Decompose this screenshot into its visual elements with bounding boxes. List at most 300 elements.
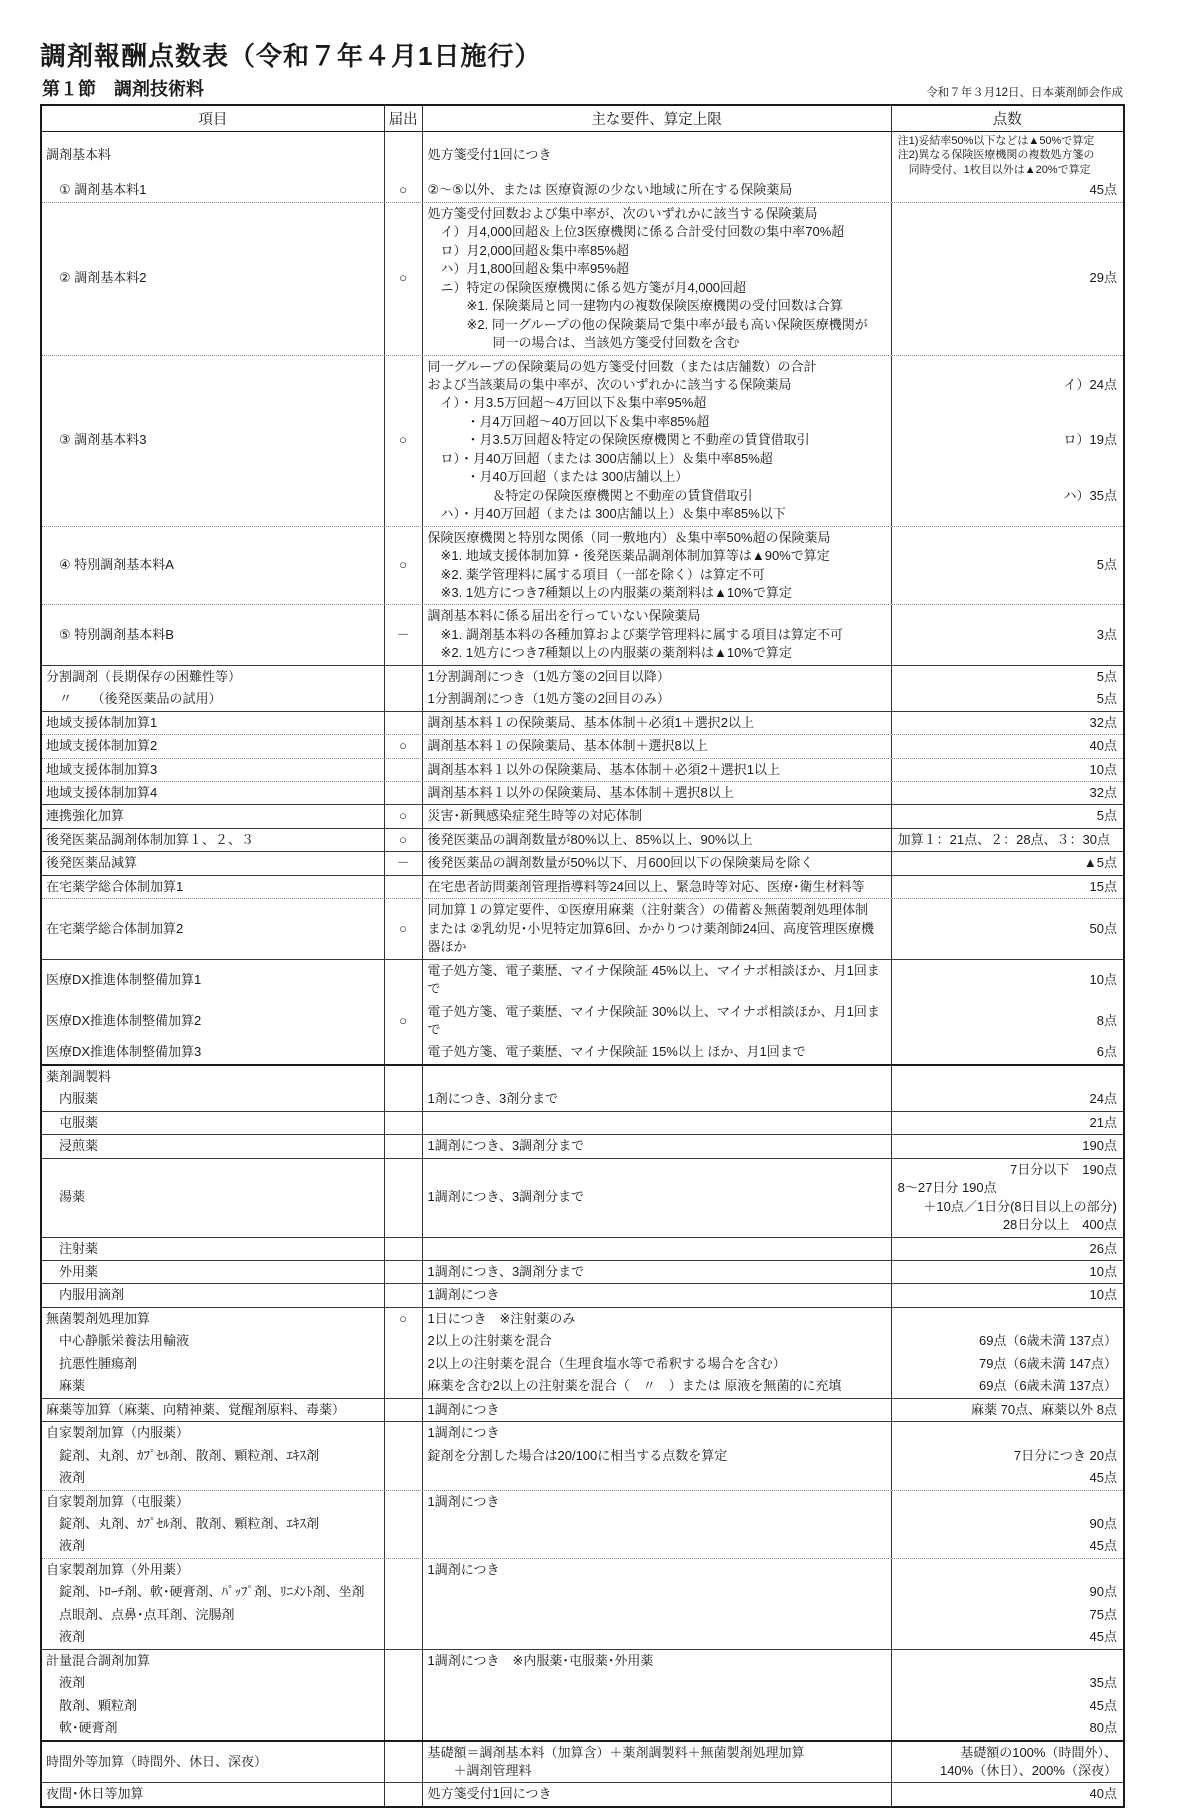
item-label: 注射薬 <box>46 1240 99 1256</box>
fee-row <box>42 898 1123 958</box>
requirement-text: 調剤基本料１の保険薬局、基本体制＋必須1＋選択2以上 <box>427 714 754 730</box>
item-cell <box>42 1422 385 1444</box>
requirements-cell <box>423 782 892 804</box>
fee-row <box>42 1535 1123 1557</box>
points-cell <box>892 1066 1123 1088</box>
requirements-cell <box>423 1308 892 1330</box>
points-cell <box>892 876 1123 898</box>
fee-row <box>42 1237 1123 1260</box>
requirements-cell <box>423 759 892 781</box>
fee-row <box>42 758 1123 781</box>
points-value: 45点 <box>1089 1470 1117 1486</box>
requirements-cell <box>423 356 892 526</box>
requirement-text: または ②乳幼児･小児特定加算6回、かかりつけ薬剤師24回、高度管理医療機器ほか <box>427 920 874 955</box>
notification-cell <box>385 829 423 851</box>
points-value: 45点 <box>1089 182 1117 198</box>
notification-cell <box>385 179 423 201</box>
requirement-text: ・月3.5万回超＆特定の保険医療機関と不動産の賃貸借取引 <box>427 432 810 448</box>
item-cell <box>42 1399 385 1421</box>
item-cell <box>42 203 385 355</box>
item-label: 内服用滴剤 <box>46 1287 125 1303</box>
points-value: 80点 <box>1089 1720 1117 1736</box>
notification-cell <box>385 1513 423 1535</box>
column-header-item: 項目 <box>42 106 385 131</box>
item-label: 無菌製剤処理加算 <box>46 1310 151 1326</box>
requirement-text: 麻薬を含む2以上の注射薬を混合（ 〃 ）または 原液を無菌的に充填 <box>427 1378 842 1394</box>
item-label: 液剤 <box>46 1470 86 1486</box>
requirements-cell <box>423 1513 892 1535</box>
requirements-cell <box>423 1467 892 1489</box>
requirement-text: ＋調剤管理料 <box>427 1762 532 1778</box>
notification-cell <box>385 1491 423 1513</box>
points-cell <box>892 1284 1123 1306</box>
requirement-text: ・月40万回超（または 300店舗以上） <box>427 469 689 485</box>
points-value: 140%（休日）、200%（深夜） <box>939 1762 1117 1778</box>
fee-row <box>42 1467 1123 1489</box>
points-value: 3点 <box>1096 626 1117 642</box>
points-cell <box>892 1535 1123 1557</box>
requirements-cell <box>423 1238 892 1260</box>
notification-mark: ○ <box>399 557 408 573</box>
item-cell <box>42 1088 385 1110</box>
points-cell <box>892 605 1123 664</box>
item-cell <box>42 1742 385 1783</box>
item-cell <box>42 712 385 734</box>
points-value: 5点 <box>1096 808 1117 824</box>
item-cell <box>42 1041 385 1063</box>
item-cell <box>42 1066 385 1088</box>
notification-cell <box>385 1353 423 1375</box>
fee-row <box>42 1158 1123 1237</box>
points-cell <box>892 829 1123 851</box>
fee-row <box>42 604 1123 664</box>
points-cell <box>892 1672 1123 1694</box>
item-cell <box>42 356 385 526</box>
item-cell <box>42 1491 385 1513</box>
fee-row <box>42 1649 1123 1672</box>
item-cell <box>42 782 385 804</box>
fee-row <box>42 875 1123 898</box>
requirements-cell <box>423 805 892 827</box>
fee-row <box>42 1695 1123 1717</box>
points-value: 45点 <box>1089 1697 1117 1713</box>
points-cell <box>892 782 1123 804</box>
points-cell <box>892 1783 1123 1805</box>
requirement-text: 電子処方箋、電子薬歴、マイナ保険証 30%以上、マイナポ相談ほか、月1回まで <box>427 1003 880 1038</box>
requirement-text: ※1. 保険薬局と同一建物内の複数保険医療機関の受付回数は合算 <box>427 298 843 314</box>
requirements-cell <box>423 1445 892 1467</box>
notification-cell <box>385 1238 423 1260</box>
fee-row <box>42 1375 1123 1397</box>
requirements-cell <box>423 1650 892 1672</box>
points-cell <box>892 1001 1123 1042</box>
item-cell <box>42 1783 385 1805</box>
item-cell <box>42 1261 385 1283</box>
fee-row <box>42 1353 1123 1375</box>
item-cell <box>42 1375 385 1397</box>
item-label: 連携強化加算 <box>46 808 125 824</box>
item-cell <box>42 1135 385 1157</box>
fee-row <box>42 1398 1123 1421</box>
points-cell <box>892 1375 1123 1397</box>
fee-row <box>42 1490 1123 1513</box>
requirement-text: ②～⑤以外、または 医療資源の少ない地域に所在する保険薬局 <box>427 182 793 198</box>
notification-cell <box>385 1604 423 1626</box>
fee-table <box>40 104 1125 1808</box>
notification-cell <box>385 1001 423 1042</box>
notification-cell <box>385 203 423 355</box>
fee-row <box>42 1307 1123 1330</box>
notification-mark: ○ <box>399 1310 408 1326</box>
item-label: 医療DX推進体制整備加算1 <box>46 971 202 987</box>
item-label: 屯服薬 <box>46 1114 99 1130</box>
requirement-text: 基礎額＝調剤基本料（加算含）＋薬剤調製料＋無菌製剤処理加算 <box>427 1744 805 1760</box>
points-value: 90点 <box>1089 1515 1117 1531</box>
notification-cell <box>385 1445 423 1467</box>
fee-row <box>42 1672 1123 1694</box>
points-value: 40点 <box>1089 1786 1117 1802</box>
item-label: 在宅薬学総合体制加算2 <box>46 920 184 936</box>
points-value: 21点 <box>1089 1114 1117 1130</box>
points-value: 8～27日分 190点 <box>897 1180 997 1196</box>
points-value: 28日分以上 400点 <box>1002 1217 1117 1233</box>
notification-cell <box>385 1581 423 1603</box>
item-cell <box>42 759 385 781</box>
requirement-text: 2以上の注射薬を混合（生理食塩水等で希釈する場合を含む） <box>427 1355 786 1371</box>
item-label: 外用薬 <box>46 1264 99 1279</box>
notification-cell <box>385 1088 423 1110</box>
notification-cell <box>385 1399 423 1421</box>
requirement-text: ハ）月1,800回超＆集中率95%超 <box>427 261 630 277</box>
notification-cell <box>385 852 423 874</box>
requirement-text: 調剤基本料１の保険薬局、基本体制＋選択8以上 <box>427 738 708 754</box>
notification-cell <box>385 1783 423 1805</box>
item-cell <box>42 1559 385 1581</box>
points-value: 注2)異なる保険医療機関の複数処方箋の <box>897 149 1095 162</box>
notification-cell <box>385 605 423 664</box>
notification-cell <box>385 1261 423 1283</box>
requirement-text: ロ）月2,000回超＆集中率85%超 <box>427 242 630 258</box>
notification-cell <box>385 666 423 688</box>
points-value: 35点 <box>1089 1675 1117 1691</box>
requirements-cell <box>423 527 892 605</box>
requirement-text: 調剤基本料に係る届出を行っていない保険薬局 <box>427 608 701 624</box>
requirement-text: 処方箋受付1回につき <box>427 1786 552 1802</box>
item-cell <box>42 1695 385 1717</box>
item-label: 浸煎薬 <box>46 1138 99 1154</box>
fee-row <box>42 1445 1123 1467</box>
fee-row <box>42 781 1123 804</box>
points-value: 10点 <box>1089 1287 1117 1303</box>
notification-cell <box>385 899 423 958</box>
points-value: 6点 <box>1096 1044 1117 1060</box>
points-value: イ）24点 <box>1063 376 1117 392</box>
requirement-text: 1分割調剤につき（1処方箋の2回目以降） <box>427 668 670 684</box>
notification-cell <box>385 876 423 898</box>
item-label: 調剤基本料 <box>46 147 112 163</box>
points-cell <box>892 805 1123 827</box>
item-label: 軟･硬膏剤 <box>46 1720 118 1736</box>
notification-cell <box>385 759 423 781</box>
item-cell <box>42 527 385 605</box>
points-value: 24点 <box>1089 1091 1117 1107</box>
notification-cell <box>385 1112 423 1134</box>
requirement-text: ※1. 調剤基本料の各種加算および薬学管理料に属する項目は算定不可 <box>427 626 843 642</box>
requirement-text: 同一の場合は、当該処方箋受付回数を含む <box>427 335 740 351</box>
requirement-text: および当該薬局の集中率が、次のいずれかに該当する保険薬局 <box>427 376 792 392</box>
requirements-cell <box>423 605 892 664</box>
item-cell <box>42 1650 385 1672</box>
requirements-cell <box>423 1626 892 1648</box>
points-value: 10点 <box>1089 1264 1117 1279</box>
item-cell <box>42 805 385 827</box>
points-value: 32点 <box>1089 714 1117 730</box>
points-value: 15点 <box>1089 878 1117 894</box>
requirement-text: 1調剤につき ※内服薬･屯服薬･外用薬 <box>427 1652 654 1668</box>
item-label: 内服薬 <box>46 1091 99 1107</box>
points-value: 7日分につき 20点 <box>1013 1447 1117 1463</box>
requirements-cell <box>423 1284 892 1306</box>
item-cell <box>42 1284 385 1306</box>
item-label: 時間外等加算（時間外、休日、深夜） <box>46 1753 268 1769</box>
requirements-cell <box>423 1672 892 1694</box>
requirement-text: 処方箋受付回数および集中率が、次のいずれかに該当する保険薬局 <box>427 205 818 221</box>
notification-mark: ○ <box>399 432 408 448</box>
points-value: ハ）35点 <box>1063 487 1117 503</box>
column-header-notification: 届出 <box>385 106 423 131</box>
points-cell <box>892 1088 1123 1110</box>
requirements-cell <box>423 1001 892 1042</box>
item-label: 錠剤、丸剤、ｶﾌﾟｾﾙ剤、散剤、顆粒剤、ｴｷｽ剤 <box>46 1447 320 1463</box>
notification-cell <box>385 960 423 1001</box>
requirements-cell <box>423 1353 892 1375</box>
points-cell <box>892 1626 1123 1648</box>
requirement-text: イ）月4,000回超＆上位3医療機関に係る合計受付回数の集中率70%超 <box>427 224 845 240</box>
column-header-requirements: 主な要件、算定上限 <box>423 106 892 131</box>
requirements-cell <box>423 688 892 710</box>
item-cell <box>42 1626 385 1648</box>
points-cell <box>892 1112 1123 1134</box>
points-value: 10点 <box>1089 761 1117 777</box>
requirements-cell <box>423 735 892 757</box>
column-header-points: 点数 <box>992 111 1022 128</box>
notification-mark: － <box>396 855 410 871</box>
points-cell <box>892 356 1123 526</box>
fee-row <box>42 1283 1123 1306</box>
points-cell <box>892 1135 1123 1157</box>
notification-cell <box>385 1159 423 1237</box>
notification-cell <box>385 1650 423 1672</box>
notification-mark: ○ <box>399 831 408 847</box>
item-label: 自家製剤加算（屯服薬） <box>46 1493 190 1509</box>
requirement-text: 1調剤につき <box>427 1287 500 1303</box>
points-value: 同時受付、1枚目以外は▲20%で算定 <box>897 163 1091 176</box>
fee-row <box>42 734 1123 757</box>
notification-cell <box>385 1135 423 1157</box>
item-label: 自家製剤加算（外用薬） <box>46 1561 190 1577</box>
requirements-cell <box>423 1559 892 1581</box>
item-label: 計量混合調剤加算 <box>46 1652 151 1668</box>
page-title: 調剤報酬点数表（令和７年４月1日施行） <box>40 41 542 71</box>
requirement-text: 1調剤につき <box>427 1561 500 1577</box>
requirements-cell <box>423 1422 892 1444</box>
notification-cell <box>385 712 423 734</box>
item-cell <box>42 1330 385 1352</box>
points-cell <box>892 688 1123 710</box>
requirement-text: イ）・月3.5万回超～4万回以下＆集中率95%超 <box>427 395 707 411</box>
requirements-cell <box>423 1066 892 1088</box>
requirement-text: 調剤基本料１以外の保険薬局、基本体制＋必須2＋選択1以上 <box>427 761 780 777</box>
notification-cell <box>385 1717 423 1739</box>
item-label: 分割調剤（長期保存の困難性等） <box>46 668 242 684</box>
requirements-cell <box>423 1581 892 1603</box>
requirements-cell <box>423 132 892 180</box>
notification-cell <box>385 1330 423 1352</box>
points-cell <box>892 1330 1123 1352</box>
points-value: 基礎額の100%（時間外）、 <box>960 1744 1117 1760</box>
points-cell <box>892 1581 1123 1603</box>
notification-cell <box>385 527 423 605</box>
fee-row <box>42 711 1123 734</box>
item-label: 夜間･休日等加算 <box>46 1786 144 1802</box>
points-cell <box>892 1308 1123 1330</box>
item-cell <box>42 1445 385 1467</box>
fee-row <box>42 179 1123 201</box>
requirements-cell <box>423 712 892 734</box>
points-cell <box>892 1041 1123 1063</box>
item-label: 後発医薬品減算 <box>46 855 138 871</box>
item-cell <box>42 1308 385 1330</box>
points-value: ロ）19点 <box>1063 432 1117 448</box>
fee-row <box>42 851 1123 874</box>
points-value: 加算１：21点、２：28点、３：30点 <box>897 831 1111 847</box>
fee-row <box>42 1581 1123 1603</box>
fee-row <box>42 202 1123 355</box>
item-label: 散剤、顆粒剤 <box>46 1697 138 1713</box>
points-cell <box>892 712 1123 734</box>
requirement-text: 調剤基本料１以外の保険薬局、基本体制＋選択8以上 <box>427 785 734 801</box>
points-cell <box>892 759 1123 781</box>
requirement-text: 2以上の注射薬を混合 <box>427 1333 552 1349</box>
points-value: 32点 <box>1089 785 1117 801</box>
item-cell <box>42 876 385 898</box>
notification-cell <box>385 1284 423 1306</box>
item-label: ③ 調剤基本料3 <box>46 432 147 448</box>
notification-cell <box>385 1375 423 1397</box>
points-cell <box>892 1159 1123 1237</box>
points-value: 10点 <box>1089 971 1117 987</box>
points-cell <box>892 1399 1123 1421</box>
requirement-text: ※2. 薬学管理料に属する項目（一部を除く）は算定不可 <box>427 566 765 582</box>
fee-row <box>42 1782 1123 1805</box>
requirements-cell <box>423 1159 892 1237</box>
requirement-text: ロ）・月40万回超（または 300店舗以上）＆集中率85%超 <box>427 450 773 466</box>
requirements-cell <box>423 829 892 851</box>
fee-row <box>42 1626 1123 1648</box>
notification-cell <box>385 1066 423 1088</box>
item-cell <box>42 666 385 688</box>
points-cell <box>892 132 1123 180</box>
requirement-text: ※1. 地域支援体制加算・後発医薬品調剤体制加算等は▲90%で算定 <box>427 548 830 564</box>
points-value: 90点 <box>1089 1584 1117 1600</box>
item-label: 〃 （後発医薬品の試用） <box>46 691 222 707</box>
notification-mark: － <box>396 626 410 642</box>
requirement-text: 処方箋受付1回につき <box>427 147 552 163</box>
item-cell <box>42 1467 385 1489</box>
notification-cell <box>385 132 423 180</box>
notification-cell <box>385 1308 423 1330</box>
item-cell <box>42 852 385 874</box>
requirements-cell <box>423 1491 892 1513</box>
requirement-text: 1調剤につき <box>427 1493 500 1509</box>
points-value: 5点 <box>1096 557 1117 573</box>
points-cell <box>892 1491 1123 1513</box>
fee-row <box>42 688 1123 710</box>
item-label: 錠剤、丸剤、ｶﾌﾟｾﾙ剤、散剤、顆粒剤、ｴｷｽ剤 <box>46 1515 320 1531</box>
points-value: 190点 <box>1082 1138 1117 1154</box>
item-cell <box>42 1159 385 1237</box>
item-label: 後発医薬品調剤体制加算１、２、３ <box>46 831 255 847</box>
requirements-cell <box>423 876 892 898</box>
points-value: 7日分以下 190点 <box>1010 1161 1117 1177</box>
requirements-cell <box>423 1399 892 1421</box>
requirements-cell <box>423 899 892 958</box>
section-heading: 第１節 調剤技術料 <box>42 78 204 99</box>
item-label: 地域支援体制加算1 <box>46 714 158 730</box>
item-cell <box>42 1238 385 1260</box>
fee-row <box>42 132 1123 180</box>
points-cell <box>892 1513 1123 1535</box>
notification-mark: ○ <box>399 1012 408 1028</box>
points-value: 8点 <box>1096 1012 1117 1028</box>
notification-mark: ○ <box>399 808 408 824</box>
item-cell <box>42 1001 385 1042</box>
requirement-text: 1調剤につき、3調剤分まで <box>427 1189 585 1205</box>
item-cell <box>42 1513 385 1535</box>
notification-cell <box>385 1535 423 1557</box>
item-label: 薬剤調製料 <box>46 1068 112 1084</box>
item-cell <box>42 960 385 1001</box>
points-value: ＋10点／1日分(8日目以上の部分) <box>923 1198 1117 1214</box>
item-cell <box>42 1535 385 1557</box>
points-cell <box>892 527 1123 605</box>
points-value: 5点 <box>1096 668 1117 684</box>
fee-row <box>42 1111 1123 1134</box>
item-cell <box>42 132 385 180</box>
fee-row <box>42 526 1123 605</box>
requirement-text: 1分割調剤につき（1処方箋の2回目のみ） <box>427 691 670 707</box>
points-cell <box>892 1422 1123 1444</box>
points-cell <box>892 1742 1123 1783</box>
item-label: ② 調剤基本料2 <box>46 270 147 286</box>
notification-cell <box>385 735 423 757</box>
fee-row <box>42 1134 1123 1157</box>
points-cell <box>892 735 1123 757</box>
requirement-text: ※2. 同一グループの他の保険薬局で集中率が最も高い保険医療機関が <box>427 316 868 332</box>
points-cell <box>892 1650 1123 1672</box>
requirement-text: ＆特定の保険医療機関と不動産の賃貸借取引 <box>427 487 753 503</box>
item-label: 中心静脈栄養法用輸液 <box>46 1333 190 1349</box>
requirement-text: 後発医薬品の調剤数量が50%以下、月600回以下の保険薬局を除く <box>427 855 814 871</box>
fee-table-body <box>42 132 1123 1806</box>
credit-note: 令和７年３月12日、日本薬剤師会作成 <box>926 86 1123 99</box>
requirements-cell <box>423 852 892 874</box>
points-cell <box>892 1695 1123 1717</box>
item-cell <box>42 605 385 664</box>
requirements-cell <box>423 1604 892 1626</box>
points-value: 50点 <box>1089 920 1117 936</box>
notification-cell <box>385 1695 423 1717</box>
